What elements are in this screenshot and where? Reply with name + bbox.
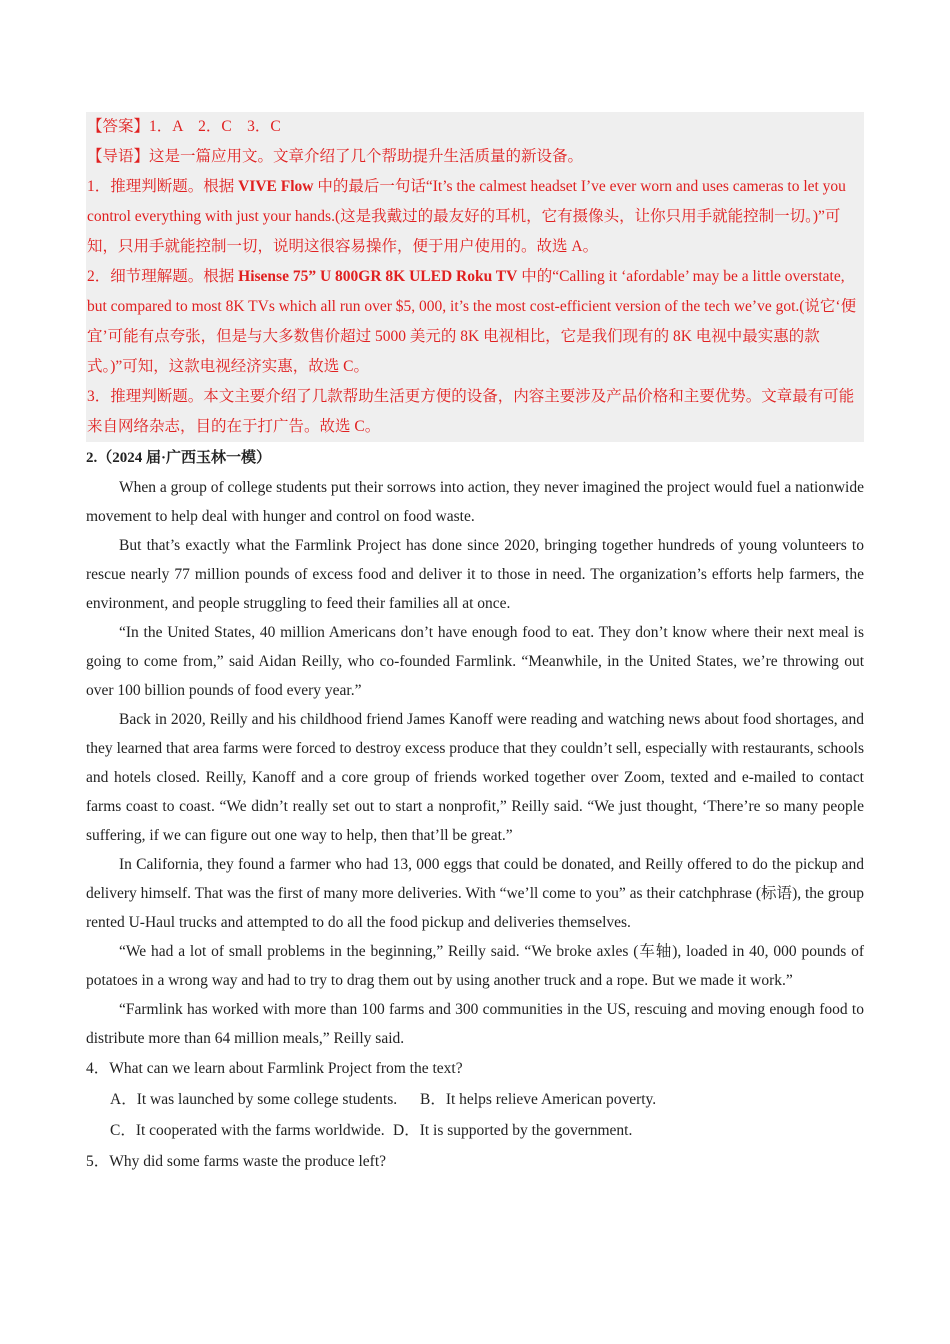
- passage-paragraph-7: “Farmlink has worked with more than 100 farms and 300 communities in the US, rescuing and moving enough food to distribute more than 64 million meals,” Reilly said.: [86, 1001, 864, 1047]
- question-4-options-row-1: [86, 1084, 864, 1115]
- passage-paragraph-4: Back in 2020, Reilly and his childhood friend James Kanoff were reading and watching news about food shortages, and they learned that area farms were forced to destroy excess produce that they couldn’t sell, especially with restaurants, schools and hotels closed. Reilly, Kanoff and a core group of friends worked together over Zoom, texted and e-mailed to contact farms coast to coast. “We didn’t really set out to start a nonprofit,” Reilly said. “We just thought, ‘There’re so many people suffering, if we can figure out one way to help, then that’ll be great.”: [86, 711, 864, 844]
- question-4-option-b[interactable]: B．It helps relieve American poverty.: [420, 1091, 657, 1108]
- question-4-stem: 4．What can we learn about Farmlink Project from the text?: [86, 1060, 463, 1077]
- passage-paragraph-2: But that’s exactly what the Farmlink Project has done since 2020, bringing together hundreds of young volunteers to rescue nearly 77 million pounds of excess food and deliver it to those in need. The organization’s efforts help farmers, the environment, and people struggling to feed their families all at once.: [86, 537, 864, 612]
- item1-product-name: VIVE Flow: [238, 178, 314, 195]
- document-page: [86, 112, 864, 1177]
- question-4-option-a[interactable]: A．It was launched by some college students.: [110, 1091, 398, 1108]
- guide-line: 【导语】这是一篇应用文。文章介绍了几个帮助提升生活质量的新设备。: [87, 148, 584, 165]
- item2-product-name: Hisense 75” U 800GR 8K ULED Roku TV: [238, 268, 518, 285]
- passage-paragraph-1: When a group of college students put their sorrows into action, they never imagined the project would fuel a nationwide movement to help deal with hunger and control on food waste.: [86, 479, 864, 525]
- passage-paragraph-5: In California, they found a farmer who had 13, 000 eggs that could be donated, and Reilly offered to do the pickup and delivery himself. That was the first of many more deliveries. With “we’ll come to you” as their catchphrase (标语), the group rented U-Haul trucks and attempted to do all the food pickup and deliveries themselves.: [86, 856, 864, 931]
- question-5-stem: 5．Why did some farms waste the produce left?: [86, 1153, 387, 1170]
- answer-line: 【答案】1．A 2．C 3．C: [87, 118, 281, 135]
- passage-paragraph-6: “We had a lot of small problems in the beginning,” Reilly said. “We broke axles (车轴), loaded in 40, 000 pounds of potatoes in a wrong way and had to try to drag them out by using another truck and a rope. But we made it work.”: [86, 943, 864, 989]
- answer-explanation-box: [86, 112, 864, 442]
- item1-text: 中的最后一句话“It’s the calmest headset I’ve ever worn and uses cameras to let you control everything with just your hands.(这是我戴过的最友好的耳机，它有摄像头，让你只用手就能控制一切。)”可知，只用手就能控制一切，说明这很容易操作，便于用户使用的。故选 A。: [87, 178, 846, 255]
- question-4-option-d[interactable]: D．It is supported by the government.: [393, 1122, 633, 1139]
- item2-text: 中的“Calling it ‘afordable’ may be a little overstate, but compared to most 8K TVs which all run over $5, 000, it’s the most cost-efficient version of the tech we’ve got.(说它‘便宜’可能有点夸张，但是与大多数售价超过 5000 美元的 8K 电视相比，它是我们现有的 8K 电视中最实惠的款式。)”可知，这款电视经济实惠，故选 C。: [87, 268, 857, 375]
- passage-heading: 2.（2024 届·广西玉林一模）: [86, 450, 272, 466]
- passage-paragraph-3: “In the United States, 40 million Americans don’t have enough food to eat. They don’t know where their next meal is going to come from,” said Aidan Reilly, who co-founded Farmlink. “Meanwhile, in the United States, we’re throwing out over 100 billion pounds of food every year.”: [86, 624, 864, 699]
- question-4-option-c[interactable]: C．It cooperated with the farms worldwide.: [110, 1122, 385, 1139]
- item1-prefix: 1．推理判断题。根据: [87, 178, 239, 195]
- item2-prefix: 2．细节理解题。根据: [87, 268, 239, 285]
- explanation-item-3: 3．推理判断题。本文主要介绍了几款帮助生活更方便的设备，内容主要涉及产品价格和主要优势。文章最有可能来自网络杂志，目的在于打广告。故选 C。: [87, 388, 855, 435]
- explanation-item-1: [87, 172, 864, 262]
- explanation-item-2: [87, 262, 864, 382]
- question-4-options-row-2: [86, 1115, 864, 1146]
